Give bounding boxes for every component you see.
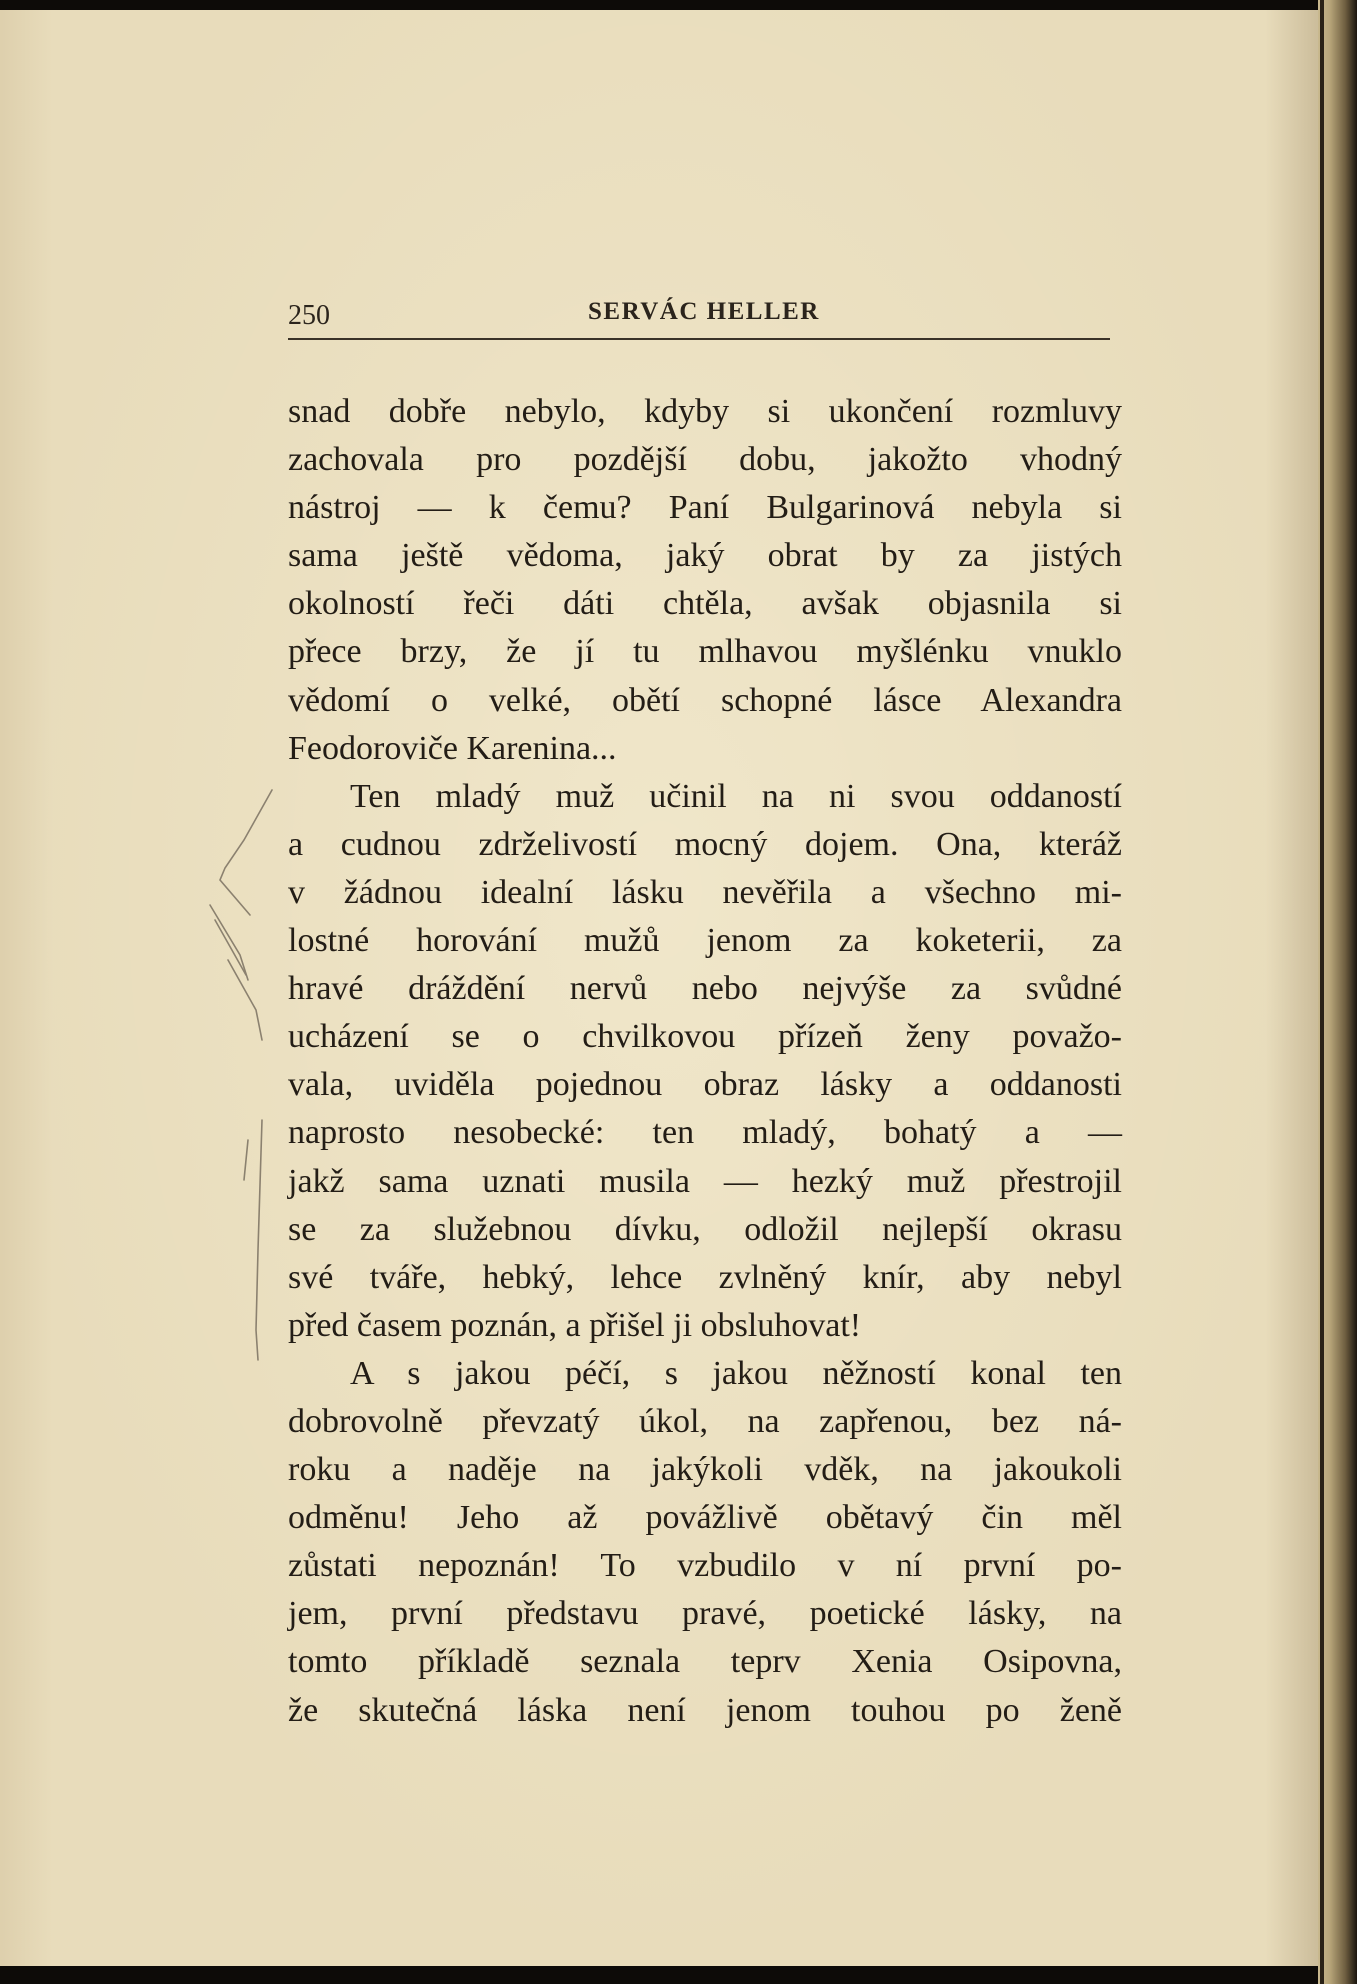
text-line: že skutečná láska není jenom touhou po ženě	[288, 1691, 1122, 1729]
text-line: vala, uviděla pojednou obraz lásky a oddanosti	[288, 1066, 1122, 1104]
page-number: 250	[288, 300, 330, 331]
text-line: jakž sama uznati musila — hezký muž přestrojil	[288, 1162, 1122, 1200]
text-line: snad dobře nebylo, kdyby si ukončení rozmluvy	[288, 393, 1122, 430]
text-line: se za služebnou dívku, odložil nejlepší okrasu	[288, 1210, 1122, 1248]
text-line: sama ještě vědoma, jaký obrat by za jistých	[288, 537, 1122, 575]
text-line: okolností řeči dáti chtěla, avšak objasnila si	[288, 585, 1122, 623]
running-head: SERVÁC HELLER	[588, 298, 820, 325]
text-line: vědomí o velké, obětí schopné lásce Alexandra	[288, 681, 1122, 719]
text-line: tomto příkladě seznala teprv Xenia Osipovna,	[288, 1643, 1122, 1681]
text-line: naprosto nesobecké: ten mladý, bohatý a —	[288, 1114, 1122, 1152]
text-line: A s jakou péčí, s jakou něžností konal ten	[350, 1354, 1122, 1392]
text-line: před časem poznán, a přišel ji obsluhovat!	[288, 1306, 862, 1344]
text-line: roku a naděje na jakýkoli vděk, na jakoukoli	[288, 1451, 1122, 1489]
text-line: své tváře, hebký, lehce zvlněný knír, aby nebyl	[288, 1258, 1122, 1296]
text-line: nástroj — k čemu? Paní Bulgarinová nebyla si	[288, 489, 1122, 527]
text-line: ucházení se o chvilkovou přízeň ženy považo-	[288, 1018, 1122, 1056]
text-line: Feodoroviče Karenina...	[288, 729, 617, 767]
text-line: Ten mladý muž učinil na ni svou oddaností	[350, 777, 1122, 815]
body-text	[288, 388, 1122, 1735]
text-line: odměnu! Jeho až povážlivě obětavý čin měl	[288, 1499, 1122, 1537]
book-edge	[1318, 0, 1357, 1984]
text-line: v žádnou idealní lásku nevěřila a všechno mi-	[288, 873, 1122, 911]
text-line: lostné horování mužů jenom za koketerii, za	[288, 922, 1122, 960]
text-line: zůstati nepoznán! To vzbudilo v ní první po-	[288, 1547, 1122, 1585]
text-line: hravé dráždění nervů nebo nejvýše za svůdné	[288, 970, 1122, 1008]
text-line: jem, první představu pravé, poetické lásky, na	[288, 1595, 1122, 1633]
page-header	[288, 290, 1110, 340]
book-page	[0, 10, 1318, 1966]
text-line: dobrovolně převzatý úkol, na zapřenou, bez ná-	[288, 1402, 1122, 1440]
text-line: zachovala pro pozdější dobu, jakožto vhodný	[288, 441, 1122, 479]
text-line: a cudnou zdrželivostí mocný dojem. Ona, kteráž	[288, 825, 1122, 863]
text-line: přece brzy, že jí tu mlhavou myšlénku vnuklo	[288, 633, 1122, 671]
